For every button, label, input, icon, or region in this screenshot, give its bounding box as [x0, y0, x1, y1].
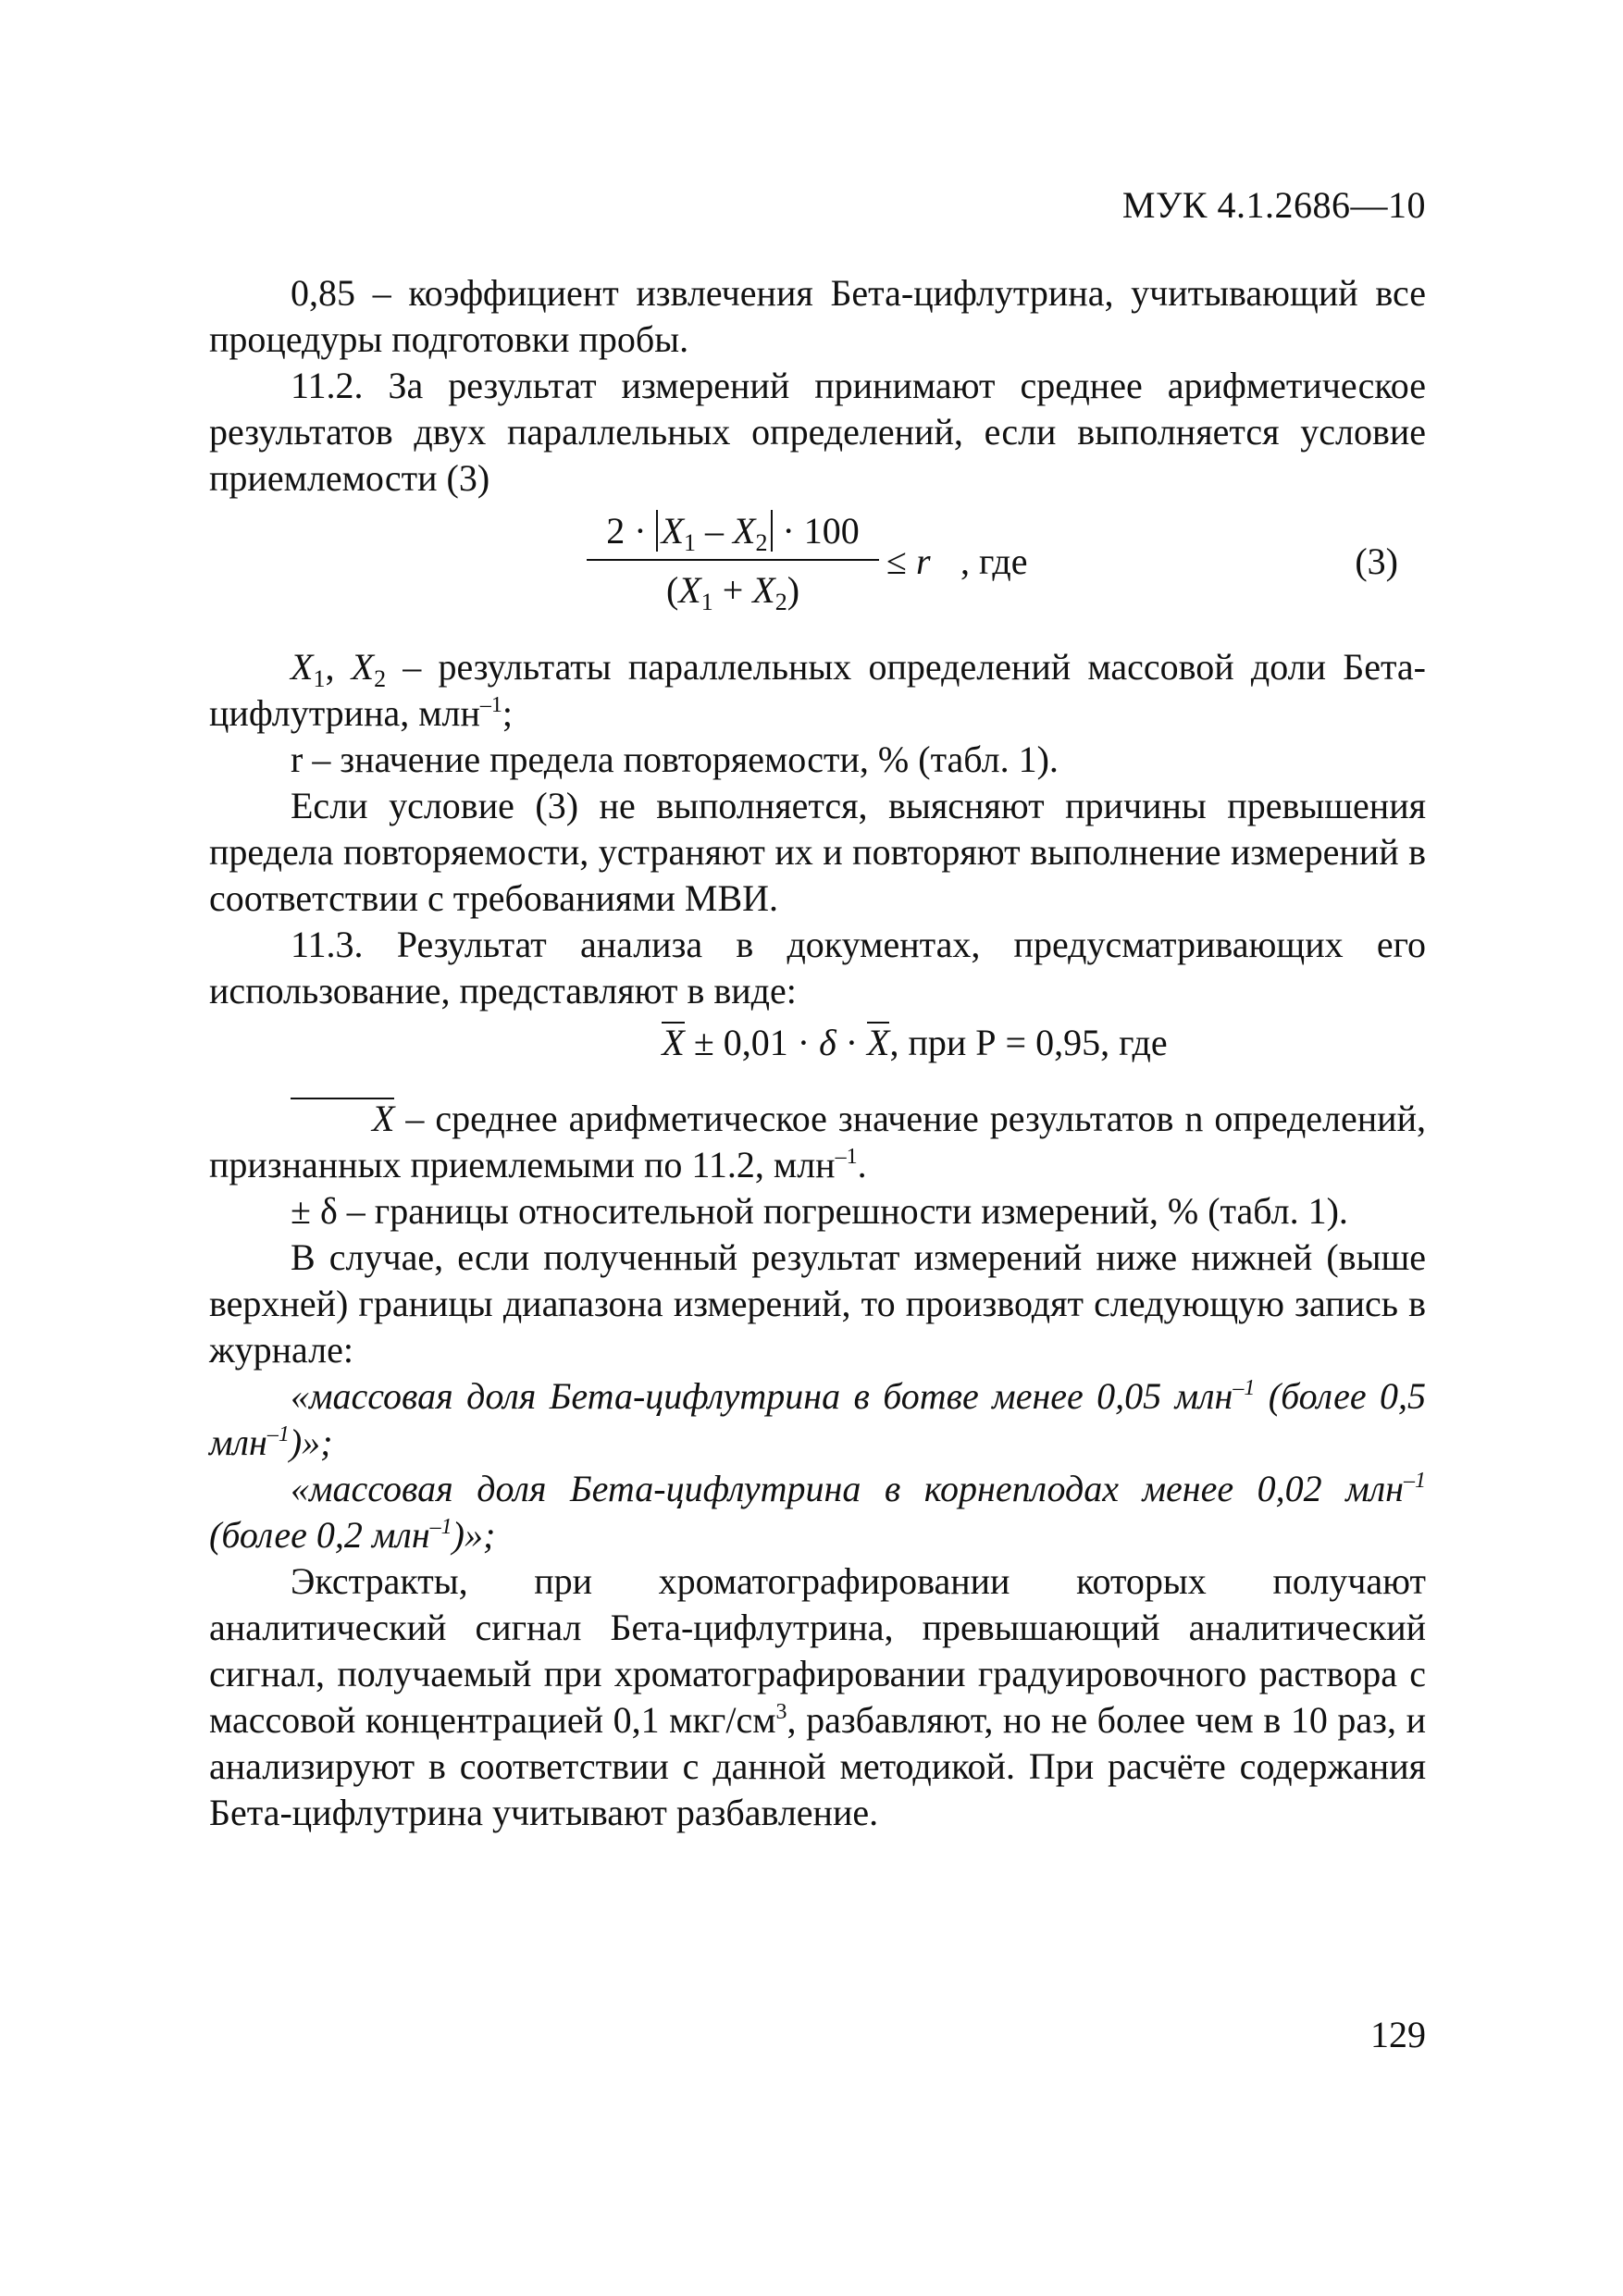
equation-number: (3): [1355, 540, 1398, 582]
formula-denominator: $(X_1 + X_2)$: [665, 569, 800, 615]
paragraph-11-2: 11.2. За результат измерений принимают среднее арифметическое результатов двух параллельных определений, если выполняется условие приемлемости (3): [209, 365, 1426, 499]
formula-repeatability-condition: [209, 505, 1426, 635]
paragraph-dilution: Экстракты, при хроматографировании которых получают аналитический сигнал Бета-цифлутрина, превышающий аналитический сигнал, получаемый при хроматографировании градуировочного раствора с массовой концентрацией 0,1 мкг/$см^3$, разбавляют, но не более чем в 10 раз, и анализируют в соответствии с данной методикой. При расчёте содержания Бета-цифлутрина учитывают разбавление.: [209, 1560, 1426, 1833]
paragraph-extraction-coefficient: 0,85 – коэффициент извлечения Бета-цифлутрина, учитывающий все процедуры подготовки пробы.: [209, 272, 1426, 360]
document-code-header: МУК 4.1.2686—10: [1121, 184, 1426, 226]
formula-relation: ≤ r: [886, 540, 931, 582]
paragraph-x-bar-definition: X – среднее арифметическое значение результатов n определений, признанных приемлемыми по 11.2, млн$^{-1}$.: [209, 1098, 1426, 1185]
formula-condition: , при Р = 0,95, где: [889, 1022, 1168, 1063]
paragraph-condition-failed: Если условие (3) не выполняется, выясняют причины превышения предела повторяемости, устраняют их и повторяют выполнение измерений в соответствии с требованиями МВИ.: [209, 785, 1426, 919]
formula-numerator: $2 \cdot X_1 - X_2 \cdot 100$: [587, 505, 879, 561]
paragraph-delta-definition: ± δ – границы относительной погрешности измерений, % (табл. 1).: [291, 1190, 1348, 1232]
x-bar: X: [662, 1022, 685, 1063]
formula-result-representation: X ± 0,01 · δ · X, при Р = 0,95, где: [662, 1022, 1168, 1063]
paragraph-r-definition: r – значение предела повторяемости, % (табл. 1).: [291, 738, 1059, 780]
paragraph-record-roots: «массовая доля Бета-цифлутрина в корнеплодах менее 0,02 млн$^{-1}$ (более 0,2 млн$^{-1}$)»;: [209, 1468, 1426, 1556]
x-bar: X: [867, 1022, 890, 1063]
page-body: [209, 270, 1426, 1836]
formula-where: , где: [960, 540, 1028, 582]
paragraph-out-of-range: В случае, если полученный результат измерений ниже нижней (выше верхней) границы диапазона измерений, то производят следующую запись в журнале:: [209, 1236, 1426, 1371]
paragraph-11-3: 11.3. Результат анализа в документах, предусматривающих его использование, представляют в виде:: [209, 924, 1426, 1011]
paragraph-record-tops: «массовая доля Бета-цифлутрина в ботве менее 0,05 млн$^{-1}$ (более 0,5 млн$^{-1}$)»;: [209, 1375, 1427, 1463]
page-number: 129: [1370, 2014, 1426, 2055]
formula-fraction: [587, 505, 879, 613]
paragraph-x1-x2-definition: $X_1$, $X_2$ – результаты параллельных определений массовой доли Бета-цифлутрина, млн$^{-1}$;: [209, 646, 1427, 734]
